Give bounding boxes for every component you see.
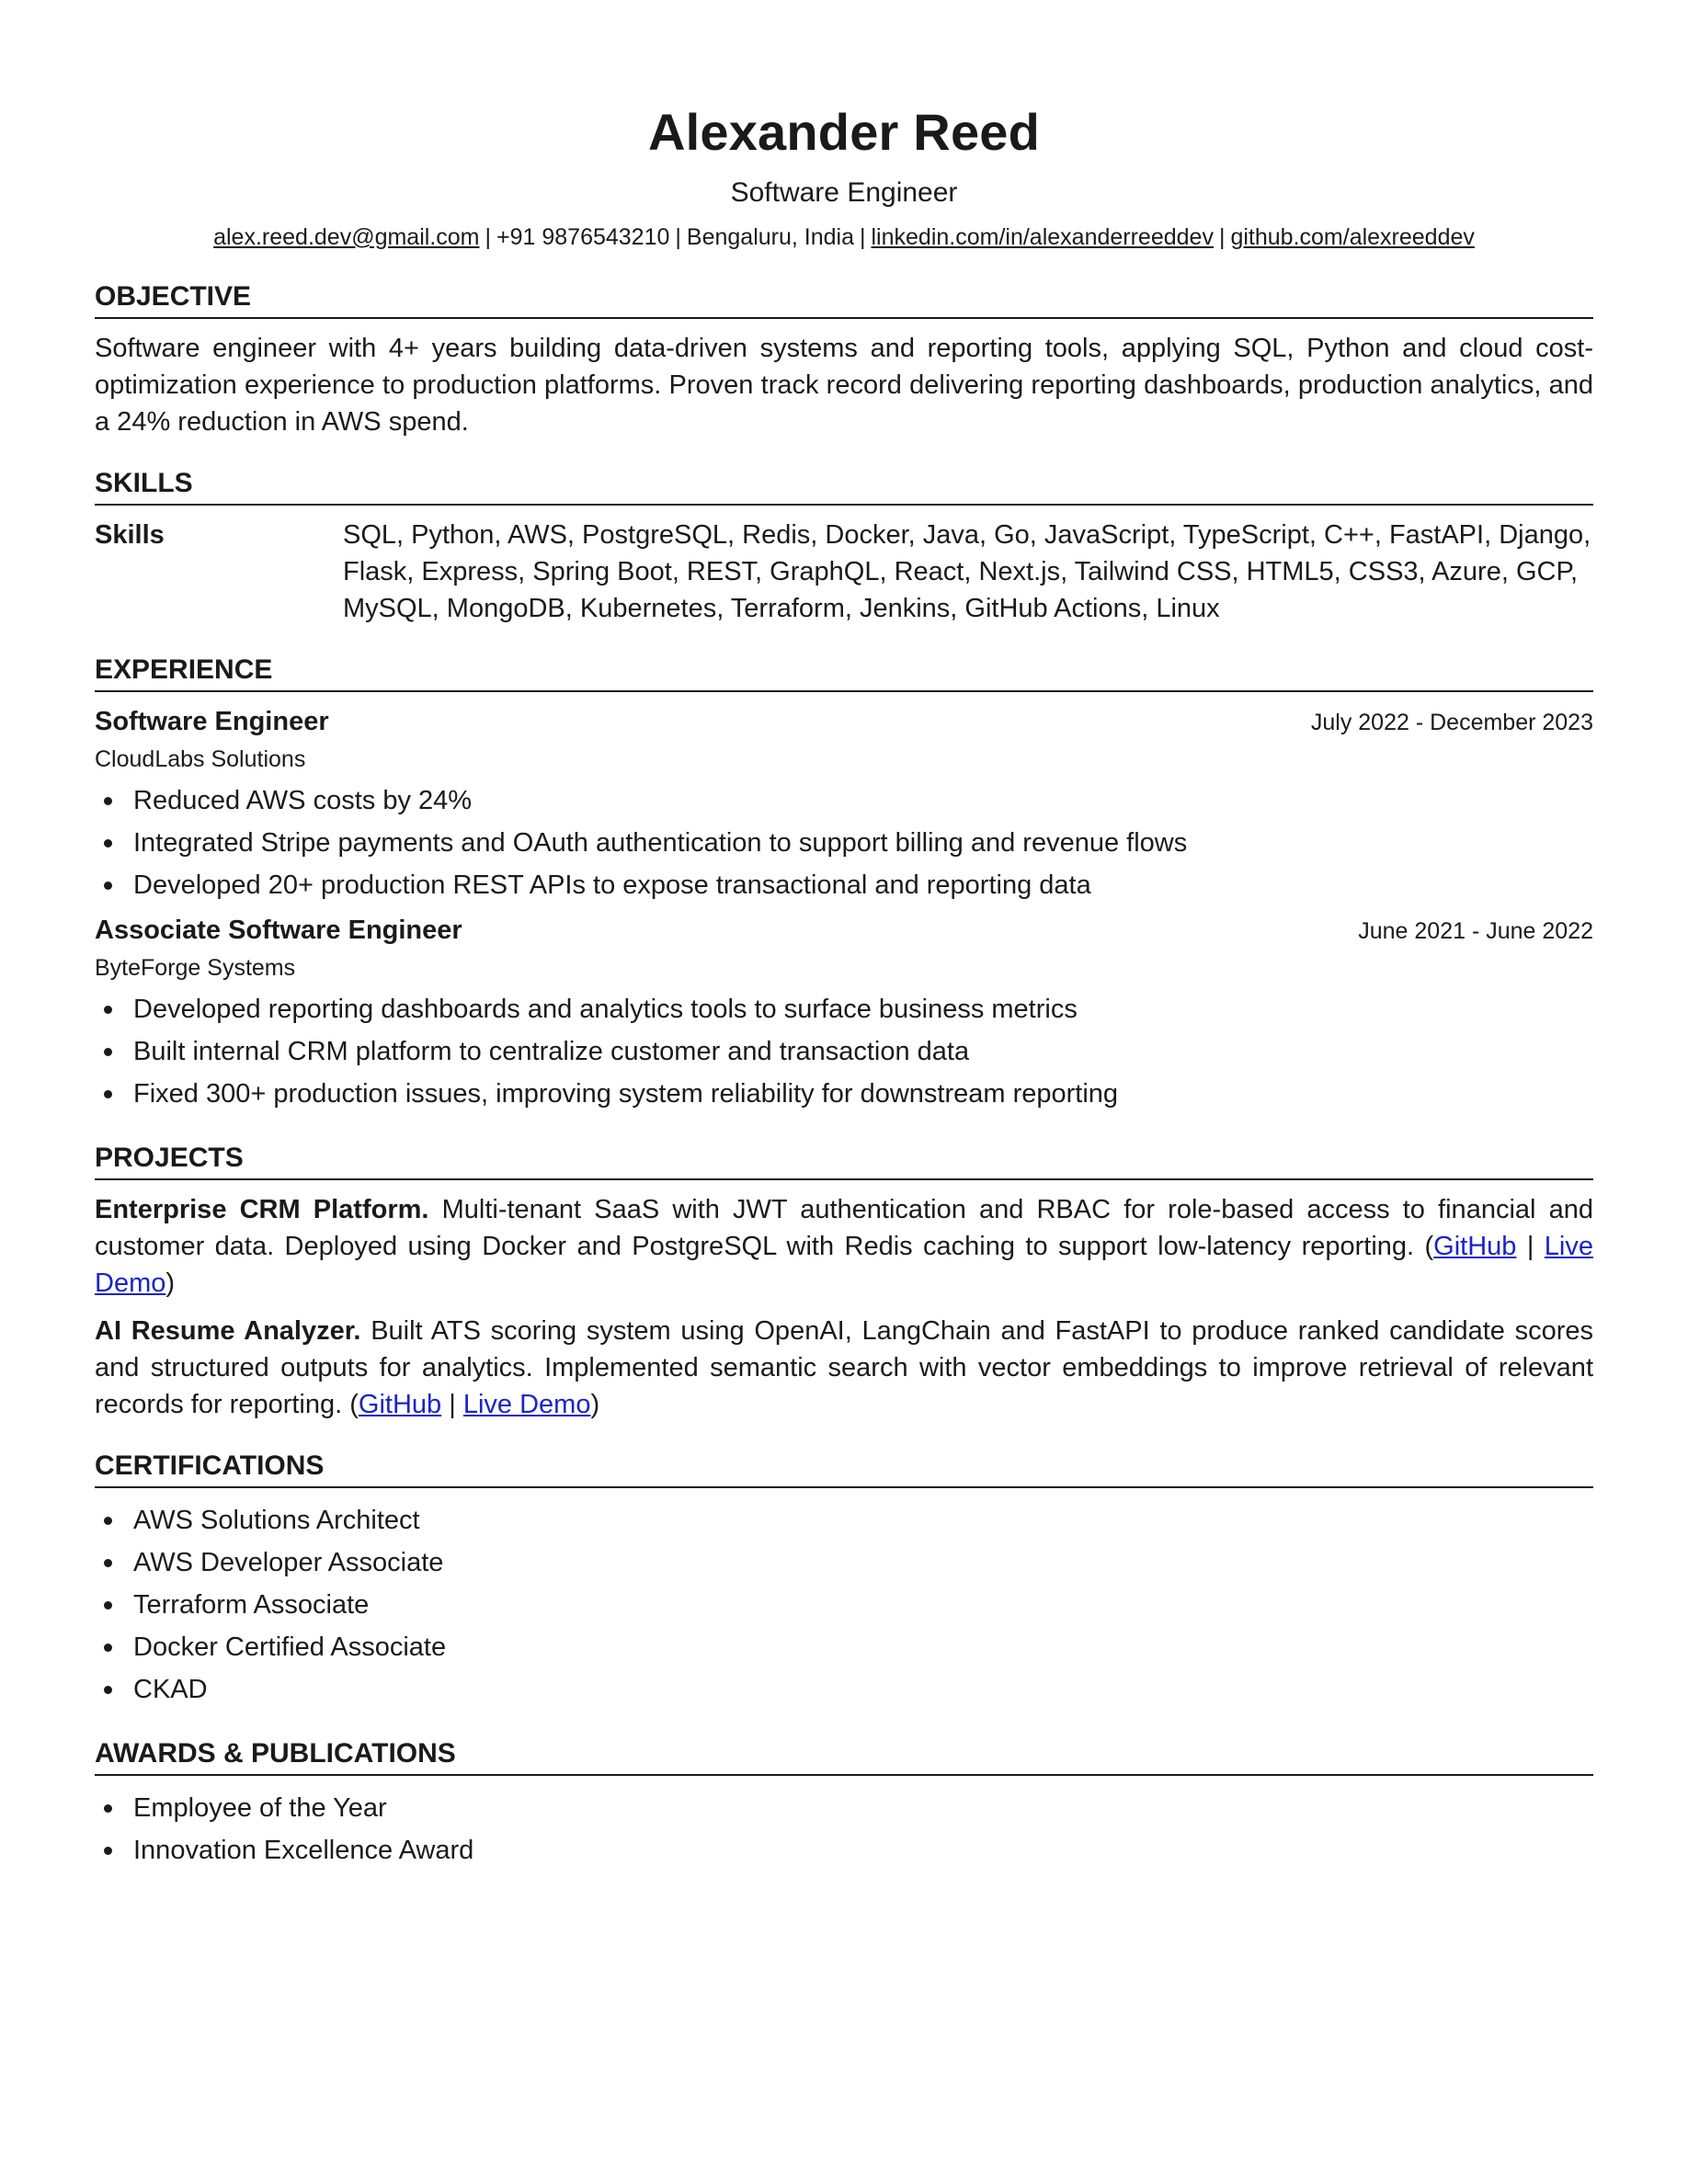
list-item	[95, 1668, 1593, 1711]
paren-open: (	[349, 1390, 359, 1419]
github-link[interactable]: github.com/alexreeddev	[1230, 224, 1475, 250]
section-heading-skills: SKILLS	[95, 466, 1593, 506]
job-company: CloudLabs Solutions	[95, 746, 306, 772]
job-company: ByteForge Systems	[95, 955, 296, 981]
section-heading-awards: AWARDS & PUBLICATIONS	[95, 1736, 1593, 1776]
bullet-icon	[104, 1686, 112, 1694]
section-heading-certifications: CERTIFICATIONS	[95, 1449, 1593, 1488]
bullet-icon	[104, 1090, 112, 1098]
bullet-icon	[104, 1048, 112, 1056]
bullet-icon	[104, 839, 112, 847]
award-name: Employee of the Year	[133, 1793, 387, 1823]
projects-section	[95, 1141, 1593, 1423]
list-item	[95, 1584, 1593, 1626]
bullet-icon	[104, 1559, 112, 1567]
project-demo-link[interactable]: Live Demo	[462, 1390, 591, 1419]
objective-text: Software engineer with 4+ years building data-driven systems and reporting tools, applying SQL, Python and cloud cost-optimization experience to production platforms. Proven track record delivering reporting dashboards, production analytics, and a 24% reduction in AWS spend.	[95, 334, 1593, 437]
bullet-text: Built internal CRM platform to centralize customer and transaction data	[133, 1037, 970, 1066]
certifications-list	[95, 1499, 1593, 1711]
list-item	[95, 864, 1593, 906]
awards-section	[95, 1736, 1593, 1871]
job-role: Associate Software Engineer	[95, 916, 462, 945]
job-dates: June 2021 - June 2022	[1358, 918, 1593, 944]
project-github-link[interactable]: GitHub	[1433, 1232, 1517, 1261]
project-entry	[95, 1191, 1593, 1302]
job-role: Software Engineer	[95, 707, 329, 736]
project-name: Enterprise CRM Platform.	[95, 1195, 429, 1224]
skills-label: Skills	[95, 520, 165, 550]
section-heading-experience: EXPERIENCE	[95, 653, 1593, 692]
contact-separator: |	[1218, 224, 1226, 250]
project-github-link[interactable]: GitHub	[358, 1390, 442, 1419]
bullet-icon	[104, 797, 112, 805]
project-description: Built ATS scoring system using OpenAI, LangChain and FastAPI to produce ranked candidate scores and structured outputs for analytics. Implemented semantic search with vector embeddings to improve retrieval of relevant records for reporting.	[95, 1316, 1593, 1419]
objective-section	[95, 279, 1593, 440]
contact-separator: |	[860, 224, 866, 250]
paren-close: )	[590, 1390, 600, 1419]
bullet-text: Developed 20+ production REST APIs to expose transactional and reporting data	[133, 870, 1091, 900]
list-item	[95, 822, 1593, 864]
experience-section	[95, 653, 1593, 1115]
certification-name: AWS Developer Associate	[133, 1548, 444, 1577]
job-bullets	[95, 779, 1593, 906]
job-bullets	[95, 988, 1593, 1115]
bullet-text: Fixed 300+ production issues, improving system reliability for downstream reporting	[133, 1079, 1119, 1109]
resume-header	[95, 99, 1593, 254]
certification-name: Terraform Associate	[133, 1590, 370, 1620]
certification-name: CKAD	[133, 1675, 208, 1704]
list-item	[95, 1030, 1593, 1073]
list-item	[95, 1626, 1593, 1668]
project-description: Multi-tenant SaaS with JWT authentication and RBAC for role-based access to financial and customer data. Deployed using Docker and PostgreSQL with Redis caching to support low-latency reporting.	[95, 1195, 1593, 1261]
paren-close: )	[165, 1268, 176, 1298]
job-dates: July 2022 - December 2023	[1310, 710, 1593, 735]
email-link[interactable]: alex.reed.dev@gmail.com	[213, 224, 480, 250]
bullet-icon	[104, 1644, 112, 1652]
bullet-icon	[104, 1006, 112, 1014]
contact-separator: |	[485, 224, 491, 250]
bullet-icon	[104, 882, 112, 890]
bullet-icon	[104, 1847, 112, 1855]
list-item	[95, 1073, 1593, 1115]
certifications-section	[95, 1449, 1593, 1711]
bullet-icon	[104, 1601, 112, 1610]
candidate-name: Alexander Reed	[647, 103, 1041, 161]
list-item	[95, 1829, 1593, 1871]
contact-separator: |	[675, 224, 681, 250]
section-heading-projects: PROJECTS	[95, 1141, 1593, 1180]
bullet-text: Integrated Stripe payments and OAuth authentication to support billing and revenue flows	[133, 828, 1188, 858]
job-entry	[95, 703, 1593, 906]
project-demo-link[interactable]: Live Demo	[95, 1232, 1593, 1298]
certification-name: Docker Certified Associate	[133, 1632, 447, 1662]
project-name: AI Resume Analyzer.	[95, 1316, 361, 1346]
bullet-text: Developed reporting dashboards and analytics tools to surface business metrics	[133, 995, 1078, 1024]
list-item	[95, 1499, 1593, 1541]
link-separator: |	[449, 1390, 456, 1419]
section-heading-objective: OBJECTIVE	[95, 279, 1593, 319]
paren-open: (	[1424, 1232, 1434, 1261]
list-item	[95, 988, 1593, 1030]
bullet-icon	[104, 1517, 112, 1525]
bullet-icon	[104, 1804, 112, 1813]
list-item	[95, 779, 1593, 822]
certification-name: AWS Solutions Architect	[133, 1506, 420, 1535]
location: Bengaluru, India	[686, 224, 854, 250]
award-name: Innovation Excellence Award	[133, 1836, 474, 1865]
bullet-text: Reduced AWS costs by 24%	[133, 786, 473, 815]
awards-list	[95, 1787, 1593, 1871]
candidate-title: Software Engineer	[730, 177, 958, 208]
list-item	[95, 1541, 1593, 1584]
list-item	[95, 1787, 1593, 1829]
skills-list: SQL, Python, AWS, PostgreSQL, Redis, Docker, Java, Go, JavaScript, TypeScript, C++, FastAPI, Django, Flask, Express, Spring Boot, REST, GraphQL, React, Next.js, Tailwind CSS, HTML5, CSS3, Azure, GCP, MySQL, MongoDB, Kubernetes, Terraform, Jenkins, GitHub Actions, Linux	[343, 520, 1591, 623]
skills-row	[95, 517, 1593, 627]
project-entry	[95, 1313, 1593, 1423]
linkedin-link[interactable]: linkedin.com/in/alexanderreeddev	[871, 224, 1214, 250]
phone-number: +91 9876543210	[496, 224, 670, 250]
skills-section	[95, 466, 1593, 627]
job-header	[95, 912, 1593, 950]
contact-line	[95, 221, 1593, 254]
link-separator: |	[1526, 1232, 1534, 1261]
job-entry	[95, 912, 1593, 1115]
job-header	[95, 703, 1593, 741]
